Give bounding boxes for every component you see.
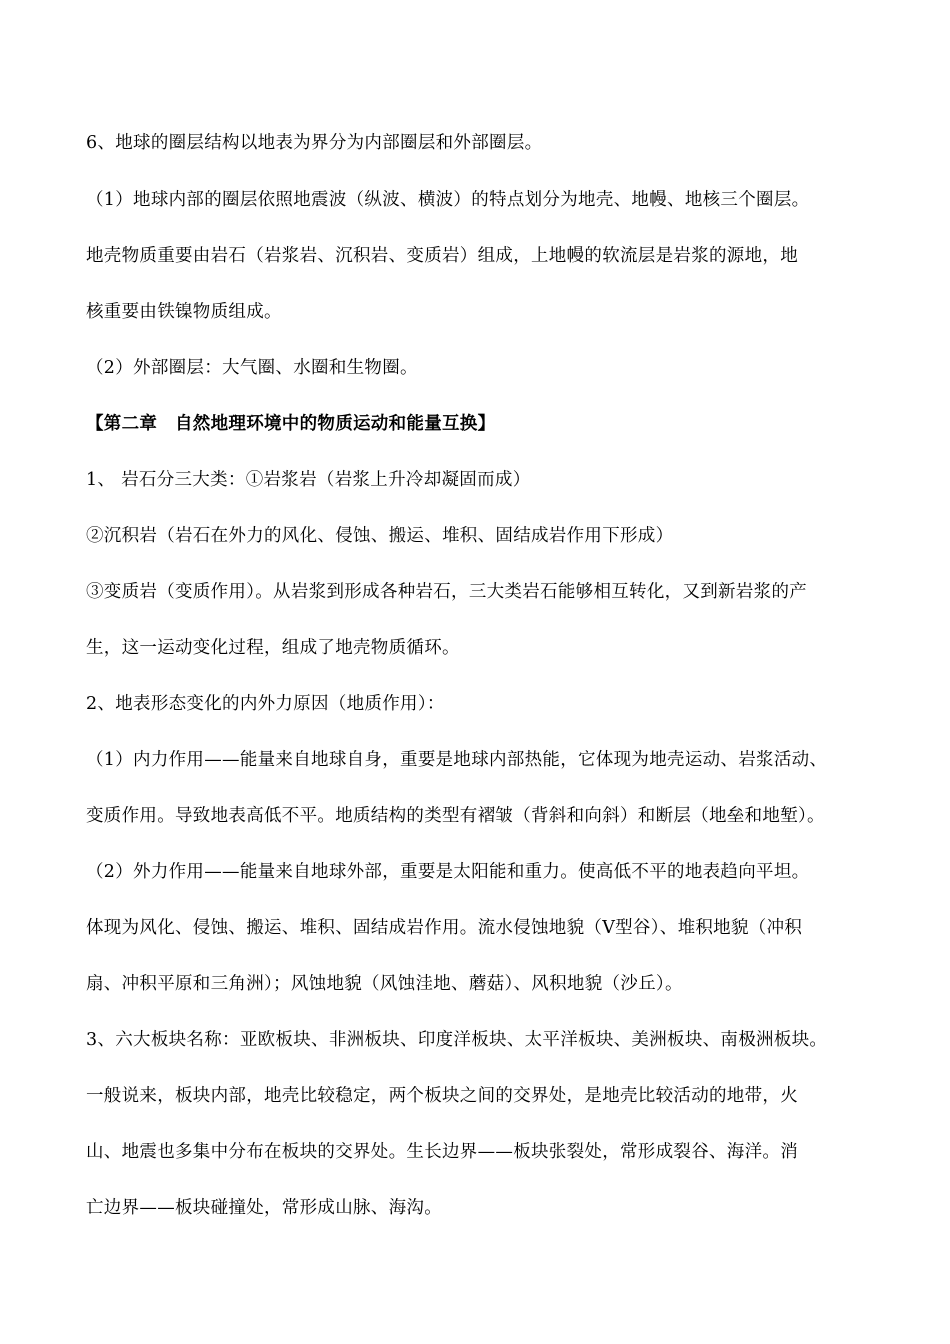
paragraph-line: 地壳物质重要由岩石（岩浆岩、沉积岩、变质岩）组成，上地幔的软流层是岩浆的源地，地 xyxy=(86,246,798,266)
paragraph-line: ③变质岩（变质作用）。从岩浆到形成各种岩石，三大类岩石能够相互转化，又到新岩浆的产 xyxy=(86,582,808,602)
paragraph-line: 1、 岩石分三大类：①岩浆岩（岩浆上升冷却凝固而成） xyxy=(86,470,531,490)
paragraph-line: 核重要由铁镍物质组成。 xyxy=(86,302,282,322)
paragraph-line: （1）地球内部的圈层依照地震波（纵波、横波）的特点划分为地壳、地幔、地核三个圈层。 xyxy=(86,190,810,210)
chapter-heading: 【第二章 自然地理环境中的物质运动和能量互换】 xyxy=(86,414,496,434)
paragraph-line: 6、地球的圈层结构以地表为界分为内部圈层和外部圈层。 xyxy=(86,133,543,153)
paragraph-line: 2、地表形态变化的内外力原因（地质作用）： xyxy=(86,694,445,714)
paragraph-line: 山、地震也多集中分布在板块的交界处。生长边界——板块张裂处，常形成裂谷、海洋。消 xyxy=(86,1142,798,1162)
paragraph-line: 亡边界——板块碰撞处，常形成山脉、海沟。 xyxy=(86,1198,442,1218)
paragraph-line: 3、六大板块名称：亚欧板块、非洲板块、印度洋板块、太平洋板块、美洲板块、南极洲板块。 xyxy=(86,1030,828,1050)
paragraph-line: 一般说来，板块内部，地壳比较稳定，两个板块之间的交界处，是地壳比较活动的地带，火 xyxy=(86,1086,798,1106)
paragraph-line: 生，这一运动变化过程，组成了地壳物质循环。 xyxy=(86,638,460,658)
paragraph-line: （1）内力作用——能量来自地球自身，重要是地球内部热能，它体现为地壳运动、岩浆活动、 xyxy=(86,750,828,770)
paragraph-line: 变质作用。导致地表高低不平。地质结构的类型有褶皱（背斜和向斜）和断层（地垒和地堑）。 xyxy=(86,806,825,826)
paragraph-line: 扇、冲积平原和三角洲）；风蚀地貌（风蚀洼地、蘑菇）、风积地貌（沙丘）。 xyxy=(86,974,683,994)
paragraph-line: （2）外部圈层：大气圈、水圈和生物圈。 xyxy=(86,358,418,378)
paragraph-line: 体现为风化、侵蚀、搬运、堆积、固结成岩作用。流水侵蚀地貌（V型谷）、堆积地貌（冲积 xyxy=(86,918,803,938)
paragraph-line: （2）外力作用——能量来自地球外部，重要是太阳能和重力。使高低不平的地表趋向平坦。 xyxy=(86,862,810,882)
paragraph-line: ②沉积岩（岩石在外力的风化、侵蚀、搬运、堆积、固结成岩作用下形成） xyxy=(86,526,674,546)
